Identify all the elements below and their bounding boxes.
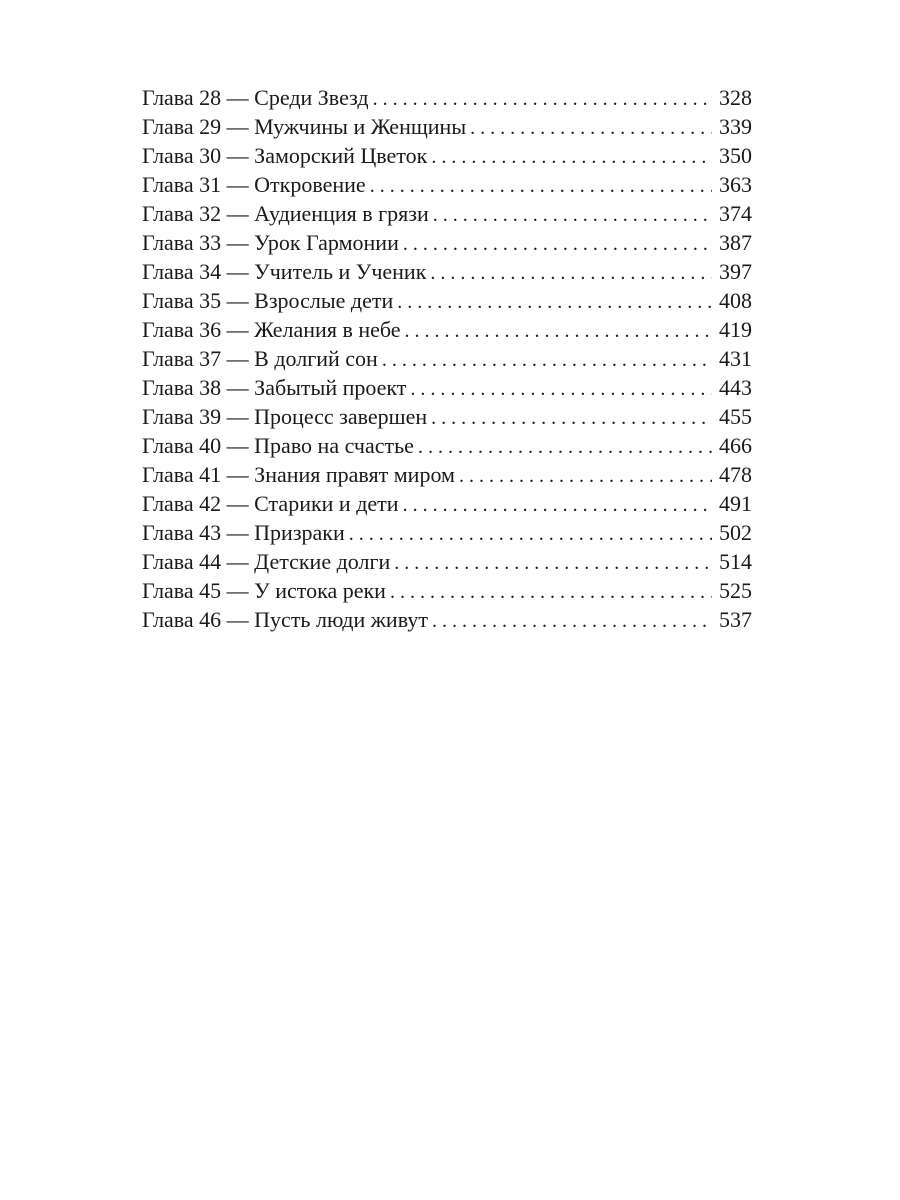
toc-dot-leader — [403, 491, 712, 520]
toc-entry — [142, 605, 752, 634]
toc-entry-title: Глава 32 — Аудиенция в грязи — [142, 201, 429, 226]
toc-entry — [142, 547, 752, 576]
toc-dot-leader — [349, 520, 712, 549]
toc-entry-title: Глава 46 — Пусть люди живут — [142, 607, 428, 632]
toc-entry-page: 397 — [719, 259, 752, 284]
toc-entry-title: Глава 38 — Забытый проект — [142, 375, 407, 400]
toc-dot-leader — [459, 462, 712, 491]
toc-entry-title: Глава 29 — Мужчины и Женщины — [142, 114, 467, 139]
toc-entry-title: Глава 37 — В долгий сон — [142, 346, 378, 371]
toc-entry — [142, 344, 752, 373]
toc-dot-leader — [433, 201, 712, 230]
toc-entry-title: Глава 39 — Процесс завершен — [142, 404, 428, 429]
toc-entry — [142, 315, 752, 344]
toc-entry-page: 339 — [719, 114, 752, 139]
toc-dot-leader — [432, 607, 712, 636]
toc-entry-page: 363 — [719, 172, 752, 197]
toc-entry — [142, 576, 752, 605]
toc-entry — [142, 170, 752, 199]
toc-entry — [142, 489, 752, 518]
toc-entry-title: Глава 43 — Призраки — [142, 520, 345, 545]
toc-entry-page: 537 — [719, 607, 752, 632]
toc-dot-leader — [390, 578, 712, 607]
toc-dot-leader — [431, 404, 712, 433]
toc-entry-title: Глава 34 — Учитель и Ученик — [142, 259, 427, 284]
toc-entry-title: Глава 31 — Откровение — [142, 172, 366, 197]
toc-dot-leader — [394, 549, 712, 578]
toc-entry-page: 350 — [719, 143, 752, 168]
toc-entry — [142, 141, 752, 170]
toc-entry-title: Глава 36 — Желания в небе — [142, 317, 401, 342]
toc-entry-page: 514 — [719, 549, 752, 574]
toc-dot-leader — [403, 230, 712, 259]
toc-entry-title: Глава 30 — Заморский Цветок — [142, 143, 428, 168]
toc-entry — [142, 199, 752, 228]
toc-dot-leader — [370, 172, 712, 201]
toc-entry — [142, 228, 752, 257]
toc-entry-page: 328 — [719, 85, 752, 110]
toc-entry-title: Глава 35 — Взрослые дети — [142, 288, 394, 313]
toc-entry-page: 387 — [719, 230, 752, 255]
toc-entry — [142, 83, 752, 112]
toc-entry-page: 466 — [719, 433, 752, 458]
toc-dot-leader — [397, 288, 712, 317]
toc-dot-leader — [418, 433, 712, 462]
toc-entry-page: 443 — [719, 375, 752, 400]
toc-entry — [142, 431, 752, 460]
toc-dot-leader — [382, 346, 712, 375]
table-of-contents — [142, 83, 752, 634]
toc-entry-page: 478 — [719, 462, 752, 487]
toc-entry-page: 455 — [719, 404, 752, 429]
toc-entry — [142, 112, 752, 141]
toc-dot-leader — [431, 143, 712, 172]
toc-dot-leader — [410, 375, 712, 404]
toc-entry-page: 502 — [719, 520, 752, 545]
toc-entry-page: 419 — [719, 317, 752, 342]
toc-entry-title: Глава 33 — Урок Гармонии — [142, 230, 399, 255]
toc-entry-page: 431 — [719, 346, 752, 371]
toc-entry — [142, 373, 752, 402]
toc-entry — [142, 460, 752, 489]
toc-entry-title: Глава 45 — У истока реки — [142, 578, 386, 603]
toc-dot-leader — [405, 317, 712, 346]
toc-entry-page: 525 — [719, 578, 752, 603]
toc-dot-leader — [430, 259, 712, 288]
toc-entry — [142, 402, 752, 431]
toc-entry-page: 491 — [719, 491, 752, 516]
toc-dot-leader — [470, 114, 712, 143]
toc-entry-title: Глава 44 — Детские долги — [142, 549, 391, 574]
toc-entry-title: Глава 41 — Знания правят миром — [142, 462, 455, 487]
toc-entry — [142, 257, 752, 286]
toc-entry-title: Глава 28 — Среди Звезд — [142, 85, 369, 110]
toc-entry-page: 374 — [719, 201, 752, 226]
toc-entry-title: Глава 42 — Старики и дети — [142, 491, 399, 516]
toc-entry-title: Глава 40 — Право на счастье — [142, 433, 414, 458]
toc-entry — [142, 518, 752, 547]
toc-entry — [142, 286, 752, 315]
toc-entry-page: 408 — [719, 288, 752, 313]
toc-dot-leader — [373, 85, 712, 114]
